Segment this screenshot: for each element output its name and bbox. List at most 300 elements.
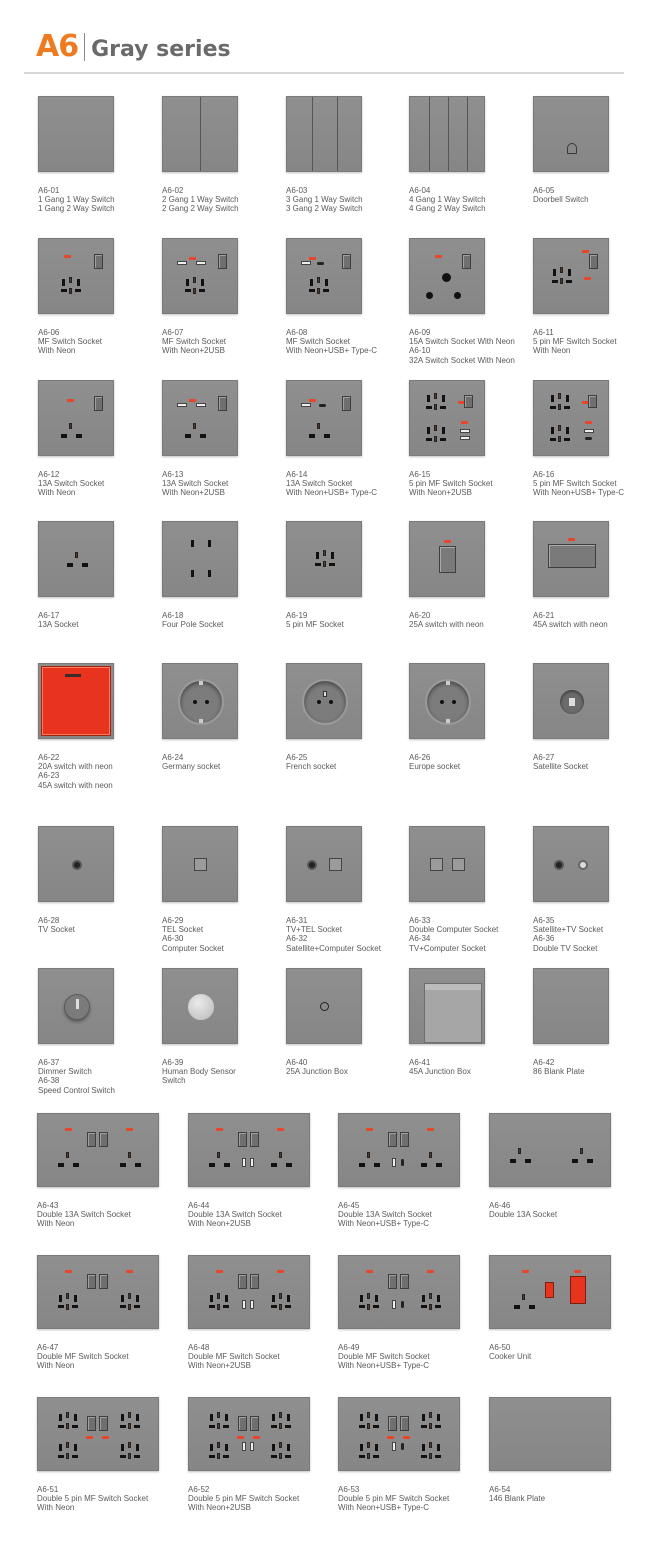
product-image	[533, 521, 609, 597]
product-image	[162, 968, 238, 1044]
socket-slot	[421, 1305, 427, 1308]
product-description: Germany socket	[162, 762, 221, 772]
product-caption	[533, 470, 624, 498]
product-caption	[38, 916, 75, 934]
socket-slot	[67, 563, 73, 567]
product-description: Dimmer Switch	[38, 1067, 92, 1077]
socket-slot	[62, 279, 65, 286]
product-caption	[409, 611, 484, 629]
neon-indicator	[126, 1270, 133, 1273]
earth-slot	[429, 1423, 432, 1429]
socket-slot	[186, 279, 189, 286]
socket-slot	[331, 552, 334, 559]
rocker-switch	[588, 395, 597, 408]
product-description: 5 pin MF Switch Socket	[533, 479, 617, 489]
rocker-switch	[250, 1416, 259, 1431]
socket-slot	[373, 1455, 379, 1458]
product-caption	[533, 753, 588, 771]
product-description: 15A Switch Socket With Neon	[409, 337, 515, 347]
rocker-switch	[250, 1132, 259, 1147]
earth-slot	[522, 1294, 525, 1300]
earth-slot	[279, 1293, 282, 1299]
rocker-switch	[87, 1274, 96, 1289]
product-description: 146 Blank Plate	[489, 1494, 546, 1504]
socket-slot	[568, 269, 571, 276]
earth-slot	[193, 277, 196, 283]
earth-slot	[434, 404, 437, 410]
product-description: Human Body Sensor	[162, 1067, 236, 1077]
product-code: A6-40	[286, 1058, 308, 1067]
product-description: With Neon+2USB	[162, 346, 225, 356]
tv-port-icon	[72, 860, 82, 870]
header-rule	[24, 72, 624, 74]
product-code: A6-50	[489, 1343, 511, 1352]
rocker-switch	[462, 254, 471, 269]
socket-hole	[317, 700, 321, 704]
socket-slot	[136, 1295, 139, 1302]
product-description: TV+TEL Socket	[286, 925, 342, 935]
product-caption	[188, 1485, 299, 1513]
socket-slot	[134, 1305, 140, 1308]
product-code: A6-21	[533, 611, 555, 620]
product-caption	[162, 470, 228, 498]
earth-slot	[128, 1412, 131, 1418]
product-description: MF Switch Socket	[286, 337, 351, 347]
product-description: Double 13A Switch Socket	[338, 1210, 432, 1220]
product-description: TV+Computer Socket	[409, 943, 486, 953]
socket-slot	[551, 395, 554, 402]
product-code: A6-07	[162, 328, 184, 337]
neon-indicator	[86, 1436, 93, 1439]
socket-slot	[225, 1295, 228, 1302]
neon-indicator	[387, 1436, 394, 1439]
socket-slot	[310, 279, 313, 286]
socket-slot	[225, 1444, 228, 1451]
rocker-switch	[388, 1274, 397, 1289]
product-description: With Neon	[533, 346, 571, 356]
product-image	[38, 968, 114, 1044]
neon-indicator	[461, 421, 468, 424]
socket-slot	[287, 1414, 290, 1421]
neon-indicator	[427, 1270, 434, 1273]
socket-slot	[59, 1414, 62, 1421]
product-image	[286, 380, 362, 456]
product-caption	[162, 328, 226, 356]
socket-slot	[285, 1305, 291, 1308]
product-caption	[38, 611, 78, 629]
product-image	[409, 96, 485, 172]
socket-slot	[550, 438, 556, 441]
rocker-switch	[464, 395, 473, 408]
tv-port-icon	[554, 860, 564, 870]
earth-slot	[217, 1442, 220, 1448]
neon-indicator	[216, 1270, 223, 1273]
neon-indicator	[277, 1128, 284, 1131]
earth-clip	[199, 681, 203, 685]
usb-port-icon	[250, 1158, 254, 1167]
product-description: 45A Junction Box	[409, 1067, 471, 1077]
type-c-port-icon	[317, 262, 324, 265]
product-description: Four Pole Socket	[162, 620, 224, 630]
product-caption	[37, 1485, 148, 1513]
socket-slot	[359, 1305, 365, 1308]
product-description: Double 5 pin MF Switch Socket	[338, 1494, 450, 1504]
earth-slot	[367, 1442, 370, 1448]
product-caption	[409, 916, 498, 953]
product-caption	[533, 328, 617, 356]
product-image	[38, 380, 114, 456]
socket-slot	[120, 1163, 126, 1167]
product-code: A6-13	[162, 470, 184, 479]
earth-slot	[367, 1412, 370, 1418]
product-description: Speed Control Switch	[38, 1085, 115, 1095]
product-caption	[286, 753, 336, 771]
product-caption	[286, 1058, 348, 1076]
product-description: With Neon	[37, 1361, 75, 1371]
socket-slot	[287, 1444, 290, 1451]
product-caption	[188, 1201, 282, 1229]
product-image	[38, 238, 114, 314]
socket-slot	[566, 427, 569, 434]
product-image	[338, 1113, 460, 1187]
socket-slot	[437, 1414, 440, 1421]
knob-marker	[76, 999, 79, 1009]
product-description: 1 Gang 1 Way Switch	[38, 195, 115, 205]
earth-slot	[558, 436, 561, 442]
socket-slot	[427, 395, 430, 402]
earth-slot	[560, 267, 563, 273]
usb-port-icon	[177, 261, 187, 265]
product-code: A6-49	[338, 1343, 360, 1352]
earth-slot	[66, 1152, 69, 1158]
socket-slot	[323, 289, 329, 292]
earth-slot	[128, 1423, 131, 1429]
product-description: 45A switch with neon	[533, 620, 608, 630]
product-code: A6-03	[286, 186, 308, 195]
usb-port-icon	[392, 1442, 396, 1451]
product-caption	[38, 186, 115, 214]
product-caption	[286, 470, 377, 498]
earth-slot	[128, 1293, 131, 1299]
product-description: Double MF Switch Socket	[37, 1352, 129, 1362]
product-caption	[489, 1343, 531, 1361]
neon-indicator	[444, 540, 451, 543]
product-code: A6-16	[533, 470, 555, 479]
product-description: Double 5 pin MF Switch Socket	[188, 1494, 300, 1504]
neon-indicator	[67, 399, 74, 402]
product-description: Double MF Switch Socket	[188, 1352, 280, 1362]
socket-slot	[435, 1305, 441, 1308]
neon-indicator	[366, 1270, 373, 1273]
product-description: A6-10	[409, 346, 431, 356]
product-description: Cooker Unit	[489, 1352, 532, 1362]
product-image	[409, 663, 485, 739]
earth-slot	[193, 288, 196, 294]
product-code: A6-04	[409, 186, 431, 195]
earth-slot	[217, 1412, 220, 1418]
socket-slot	[224, 1163, 230, 1167]
earth-slot	[367, 1293, 370, 1299]
product-image	[533, 663, 609, 739]
socket-slot	[185, 434, 191, 438]
product-code: A6-22	[38, 753, 60, 762]
socket-slot	[566, 395, 569, 402]
socket-slot	[77, 279, 80, 286]
product-caption	[338, 1485, 449, 1513]
product-description: MF Switch Socket	[38, 337, 103, 347]
product-description: With Neon	[37, 1503, 75, 1513]
socket-slot	[435, 1425, 441, 1428]
socket-slot	[208, 570, 211, 577]
product-caption	[286, 186, 363, 214]
rocker-switch	[548, 544, 596, 568]
product-description: 20A switch with neon	[38, 762, 113, 772]
socket-slot	[58, 1455, 64, 1458]
earth-slot	[429, 1152, 432, 1158]
product-description: Double 5 pin MF Switch Socket	[37, 1494, 149, 1504]
gang-divider	[429, 97, 430, 172]
earth-slot	[217, 1293, 220, 1299]
neon-indicator	[584, 277, 591, 280]
rocker-switch	[218, 396, 227, 411]
product-code: A6-09	[409, 328, 431, 337]
rocker-switch	[238, 1274, 247, 1289]
product-description: 1 Gang 2 Way Switch	[38, 204, 115, 214]
usb-port-icon	[242, 1158, 246, 1167]
product-image	[286, 968, 362, 1044]
socket-slot	[426, 438, 432, 441]
product-description: Double 13A Switch Socket	[188, 1210, 282, 1220]
junction-cover	[424, 983, 482, 1043]
product-description: With Neon+USB+ Type-C	[338, 1361, 430, 1371]
rocker-switch	[94, 396, 103, 411]
socket-slot	[223, 1455, 229, 1458]
socket-slot	[121, 1295, 124, 1302]
earth-slot	[367, 1152, 370, 1158]
product-image	[286, 238, 362, 314]
neon-indicator	[574, 1270, 581, 1273]
header-divider	[84, 33, 85, 61]
usb-port-icon	[242, 1442, 246, 1451]
socket-slot	[136, 1414, 139, 1421]
product-code: A6-48	[188, 1343, 210, 1352]
product-image	[188, 1255, 310, 1329]
series-title: Gray series	[91, 37, 231, 62]
socket-slot	[210, 1414, 213, 1421]
usb-port-icon	[242, 1300, 246, 1309]
socket-slot	[121, 1414, 124, 1421]
cable-outlet	[320, 1002, 329, 1011]
product-image	[162, 521, 238, 597]
earth-slot	[580, 1148, 583, 1154]
red-rocker-switch	[545, 1282, 554, 1298]
socket-slot	[360, 1444, 363, 1451]
socket-slot	[74, 1444, 77, 1451]
product-description: With Neon+2USB	[188, 1219, 251, 1229]
computer-port-icon	[430, 858, 443, 871]
socket-slot	[134, 1425, 140, 1428]
socket-slot	[75, 289, 81, 292]
socket-slot	[373, 1425, 379, 1428]
earth-slot	[66, 1412, 69, 1418]
product-description: 3 Gang 2 Way Switch	[286, 204, 363, 214]
product-image	[286, 96, 362, 172]
earth-slot	[128, 1442, 131, 1448]
socket-slot	[514, 1305, 520, 1309]
neon-indicator	[216, 1128, 223, 1131]
socket-slot	[374, 1163, 380, 1167]
earth-slot	[217, 1453, 220, 1459]
earth-slot	[69, 288, 72, 294]
product-image	[533, 968, 609, 1044]
socket-slot	[210, 1295, 213, 1302]
product-description: 5 pin MF Switch Socket	[409, 479, 493, 489]
product-image	[409, 968, 485, 1044]
product-description: French socket	[286, 762, 337, 772]
product-description: Switch	[162, 1076, 186, 1086]
product-description: 13A Socket	[38, 620, 79, 630]
neon-indicator	[309, 257, 316, 260]
product-image	[489, 1113, 611, 1187]
socket-slot	[440, 438, 446, 441]
neon-indicator	[237, 1436, 244, 1439]
product-description: A6-23	[38, 771, 60, 781]
socket-slot	[564, 438, 570, 441]
socket-slot	[525, 1159, 531, 1163]
socket-slot	[272, 1295, 275, 1302]
socket-slot	[120, 1305, 126, 1308]
rocker-switch	[388, 1132, 397, 1147]
socket-slot	[82, 563, 88, 567]
rocker-switch	[250, 1274, 259, 1289]
product-code: A6-24	[162, 753, 184, 762]
socket-slot	[285, 1425, 291, 1428]
product-image	[409, 238, 485, 314]
product-caption	[533, 186, 589, 204]
rocker-switch	[342, 254, 351, 269]
product-image	[409, 521, 485, 597]
earth-slot	[66, 1293, 69, 1299]
product-image	[188, 1113, 310, 1187]
product-caption	[162, 611, 223, 629]
earth-slot	[217, 1423, 220, 1429]
neon-indicator	[102, 1436, 109, 1439]
socket-slot	[550, 406, 556, 409]
socket-slot	[309, 289, 315, 292]
socket-slot	[309, 434, 315, 438]
product-code: A6-47	[37, 1343, 59, 1352]
socket-hole	[454, 292, 461, 299]
earth-slot	[434, 436, 437, 442]
product-caption	[489, 1485, 545, 1503]
socket-hole	[193, 700, 197, 704]
gang-divider	[467, 97, 468, 172]
product-image	[38, 826, 114, 902]
product-image	[286, 663, 362, 739]
socket-slot	[74, 1295, 77, 1302]
earth-slot	[69, 423, 72, 429]
rocker-switch	[342, 396, 351, 411]
earth-slot	[66, 1304, 69, 1310]
socket-slot	[121, 1444, 124, 1451]
product-code: A6-11	[533, 328, 554, 337]
earth-slot	[558, 404, 561, 410]
neon-indicator	[427, 1128, 434, 1131]
usb-port-icon	[301, 261, 311, 265]
socket-slot	[225, 1414, 228, 1421]
rocker-switch	[400, 1416, 409, 1431]
product-code: A6-42	[533, 1058, 555, 1067]
product-description: TEL Socket	[162, 925, 204, 935]
product-description: 86 Blank Plate	[533, 1067, 585, 1077]
neon-indicator	[65, 674, 81, 677]
product-image	[38, 663, 114, 739]
product-image	[162, 663, 238, 739]
product-code: A6-33	[409, 916, 431, 925]
product-code: A6-02	[162, 186, 184, 195]
socket-slot	[553, 269, 556, 276]
rocker-switch	[439, 546, 456, 573]
tv-port-icon	[307, 860, 317, 870]
product-description: With Neon+2USB	[409, 488, 472, 498]
product-image	[38, 521, 114, 597]
socket-slot	[271, 1163, 277, 1167]
red-rocker-switch	[570, 1276, 586, 1304]
socket-slot	[223, 1425, 229, 1428]
socket-slot	[209, 1163, 215, 1167]
earth-clip	[446, 681, 450, 685]
earth-slot	[193, 423, 196, 429]
socket-slot	[58, 1163, 64, 1167]
socket-slot	[209, 1425, 215, 1428]
usb-port-icon	[250, 1442, 254, 1451]
socket-slot	[329, 563, 335, 566]
socket-slot	[375, 1414, 378, 1421]
product-code: A6-17	[38, 611, 60, 620]
product-description: Double 13A Switch Socket	[37, 1210, 131, 1220]
earth-slot	[128, 1304, 131, 1310]
earth-slot	[279, 1442, 282, 1448]
socket-slot	[74, 1414, 77, 1421]
computer-port-icon	[452, 858, 465, 871]
earth-slot	[429, 1293, 432, 1299]
socket-hole	[442, 273, 451, 282]
socket-slot	[208, 540, 211, 547]
rocker-switch	[99, 1274, 108, 1289]
socket-slot	[324, 434, 330, 438]
product-description: With Neon+USB+ Type-C	[286, 346, 378, 356]
usb-port-icon	[301, 403, 311, 407]
earth-slot	[279, 1412, 282, 1418]
product-description: 13A Switch Socket	[286, 479, 353, 489]
neon-indicator	[65, 1128, 72, 1131]
neon-indicator	[277, 1270, 284, 1273]
product-description: 13A Switch Socket	[162, 479, 229, 489]
socket-slot	[200, 434, 206, 438]
product-code: A6-37	[38, 1058, 60, 1067]
product-description: Satellite+Computer Socket	[286, 943, 381, 953]
product-image	[409, 380, 485, 456]
socket-slot	[272, 1414, 275, 1421]
product-description: Satellite+TV Socket	[533, 925, 604, 935]
connector-pin	[569, 698, 575, 706]
socket-slot	[566, 280, 572, 283]
product-code: A6-08	[286, 328, 308, 337]
type-c-port-icon	[401, 1159, 404, 1166]
product-description: With Neon+USB+ Type-C	[338, 1219, 430, 1229]
product-image	[409, 826, 485, 902]
earth-clip	[446, 719, 450, 723]
